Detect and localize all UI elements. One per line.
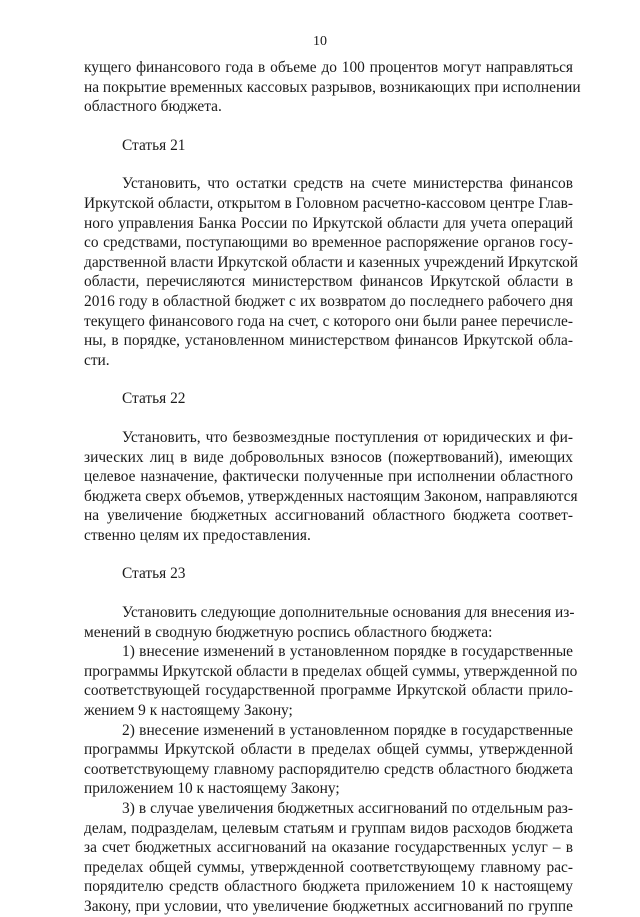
text-line: порядителю средств областного бюджета приложением 10 к настоящему xyxy=(84,878,573,896)
article-23-paragraph xyxy=(84,603,578,917)
text-line: соответствующей государственной программе Иркутской области прило- xyxy=(84,682,573,700)
document-body xyxy=(84,58,581,917)
text-line: пределах общей суммы, утвержденной соответствующему главному рас- xyxy=(84,858,573,876)
text-line: ственно целям их предоставления. xyxy=(84,526,311,544)
text-line: на покрытие временных кассовых разрывов, возникающих при исполнении xyxy=(84,78,581,96)
text-line: ны, в порядке, установленном министерством финансов Иркутской обла- xyxy=(84,332,573,350)
text-line: целевое назначение, фактически полученные при исполнении областного xyxy=(84,468,573,486)
list-item-3-line: 3) в случае увеличения бюджетных ассигнований по отдельным раз- xyxy=(122,800,573,817)
text-line: приложением 10 к настоящему Закону; xyxy=(84,780,340,798)
text-line: программы Иркутской области в пределах общей суммы, утвержденной по xyxy=(84,662,578,680)
text-line: за счет бюджетных ассигнований на оказание государственных услуг – в xyxy=(84,839,573,857)
article-21-paragraph xyxy=(84,174,579,370)
article-22-heading: Статья 22 xyxy=(122,390,186,408)
text-line: бюджета сверх объемов, утвержденных настоящим Законом, направляются xyxy=(84,487,578,505)
article-22-paragraph xyxy=(84,428,578,546)
list-item-1-line: 1) внесение изменений в установленном порядке в государственные xyxy=(122,643,573,661)
page-number: 10 xyxy=(313,34,327,49)
text-line: зических лиц в виде добровольных взносов (пожертвований), имеющих xyxy=(84,448,573,466)
text-line: менений в сводную бюджетную роспись областного бюджета: xyxy=(84,623,493,641)
text-line: на увеличение бюджетных ассигнований областного бюджета соответ- xyxy=(84,507,573,525)
text-line: Установить следующие дополнительные основания для внесения из- xyxy=(122,604,575,622)
text-line: 2016 году в областной бюджет с их возвратом до последнего рабочего дня xyxy=(84,292,573,310)
article-21-heading: Статья 21 xyxy=(122,136,186,154)
text-line: жением 9 к настоящему Закону; xyxy=(84,702,293,720)
text-line: текущего финансового года на счет, с которого они были ранее перечисле- xyxy=(84,312,573,330)
text-line: Закону, при условии, что увеличение бюджетных ассигнований по группе xyxy=(84,897,573,915)
text-line: ного управления Банка России по Иркутской области для учета операций xyxy=(84,214,573,232)
text-line: делам, подразделам, целевым статьям и группам видов расходов бюджета xyxy=(84,819,573,837)
list-item-2-line: 2) внесение изменений в установленном порядке в государственные xyxy=(122,721,573,739)
text-line: Установить, что остатки средств на счете министерства финансов xyxy=(122,175,573,193)
text-line: Установить, что безвозмездные поступления от юридических и фи- xyxy=(122,428,573,446)
text-line: со средствами, поступающими во временное распоряжение органов госу- xyxy=(84,234,573,252)
text-line: областного бюджета. xyxy=(84,98,222,116)
text-line: программы Иркутской области в пределах общей суммы, утвержденной xyxy=(84,741,573,759)
text-line: области, перечисляются министерством финансов Иркутской области в xyxy=(84,273,573,291)
paragraph-continuation xyxy=(84,58,581,117)
article-23-heading: Статья 23 xyxy=(122,565,186,583)
text-line: кущего финансового года в объеме до 100 процентов могут направляться xyxy=(84,59,573,76)
text-line: дарственной власти Иркутской области и казенных учреждений Иркутской xyxy=(84,253,579,271)
text-line: соответствующему главному распорядителю средств областного бюджета xyxy=(84,760,573,778)
text-line: сти. xyxy=(84,351,110,369)
text-line: Иркутской области, открытом в Головном расчетно-кассовом центре Глав- xyxy=(84,194,573,212)
